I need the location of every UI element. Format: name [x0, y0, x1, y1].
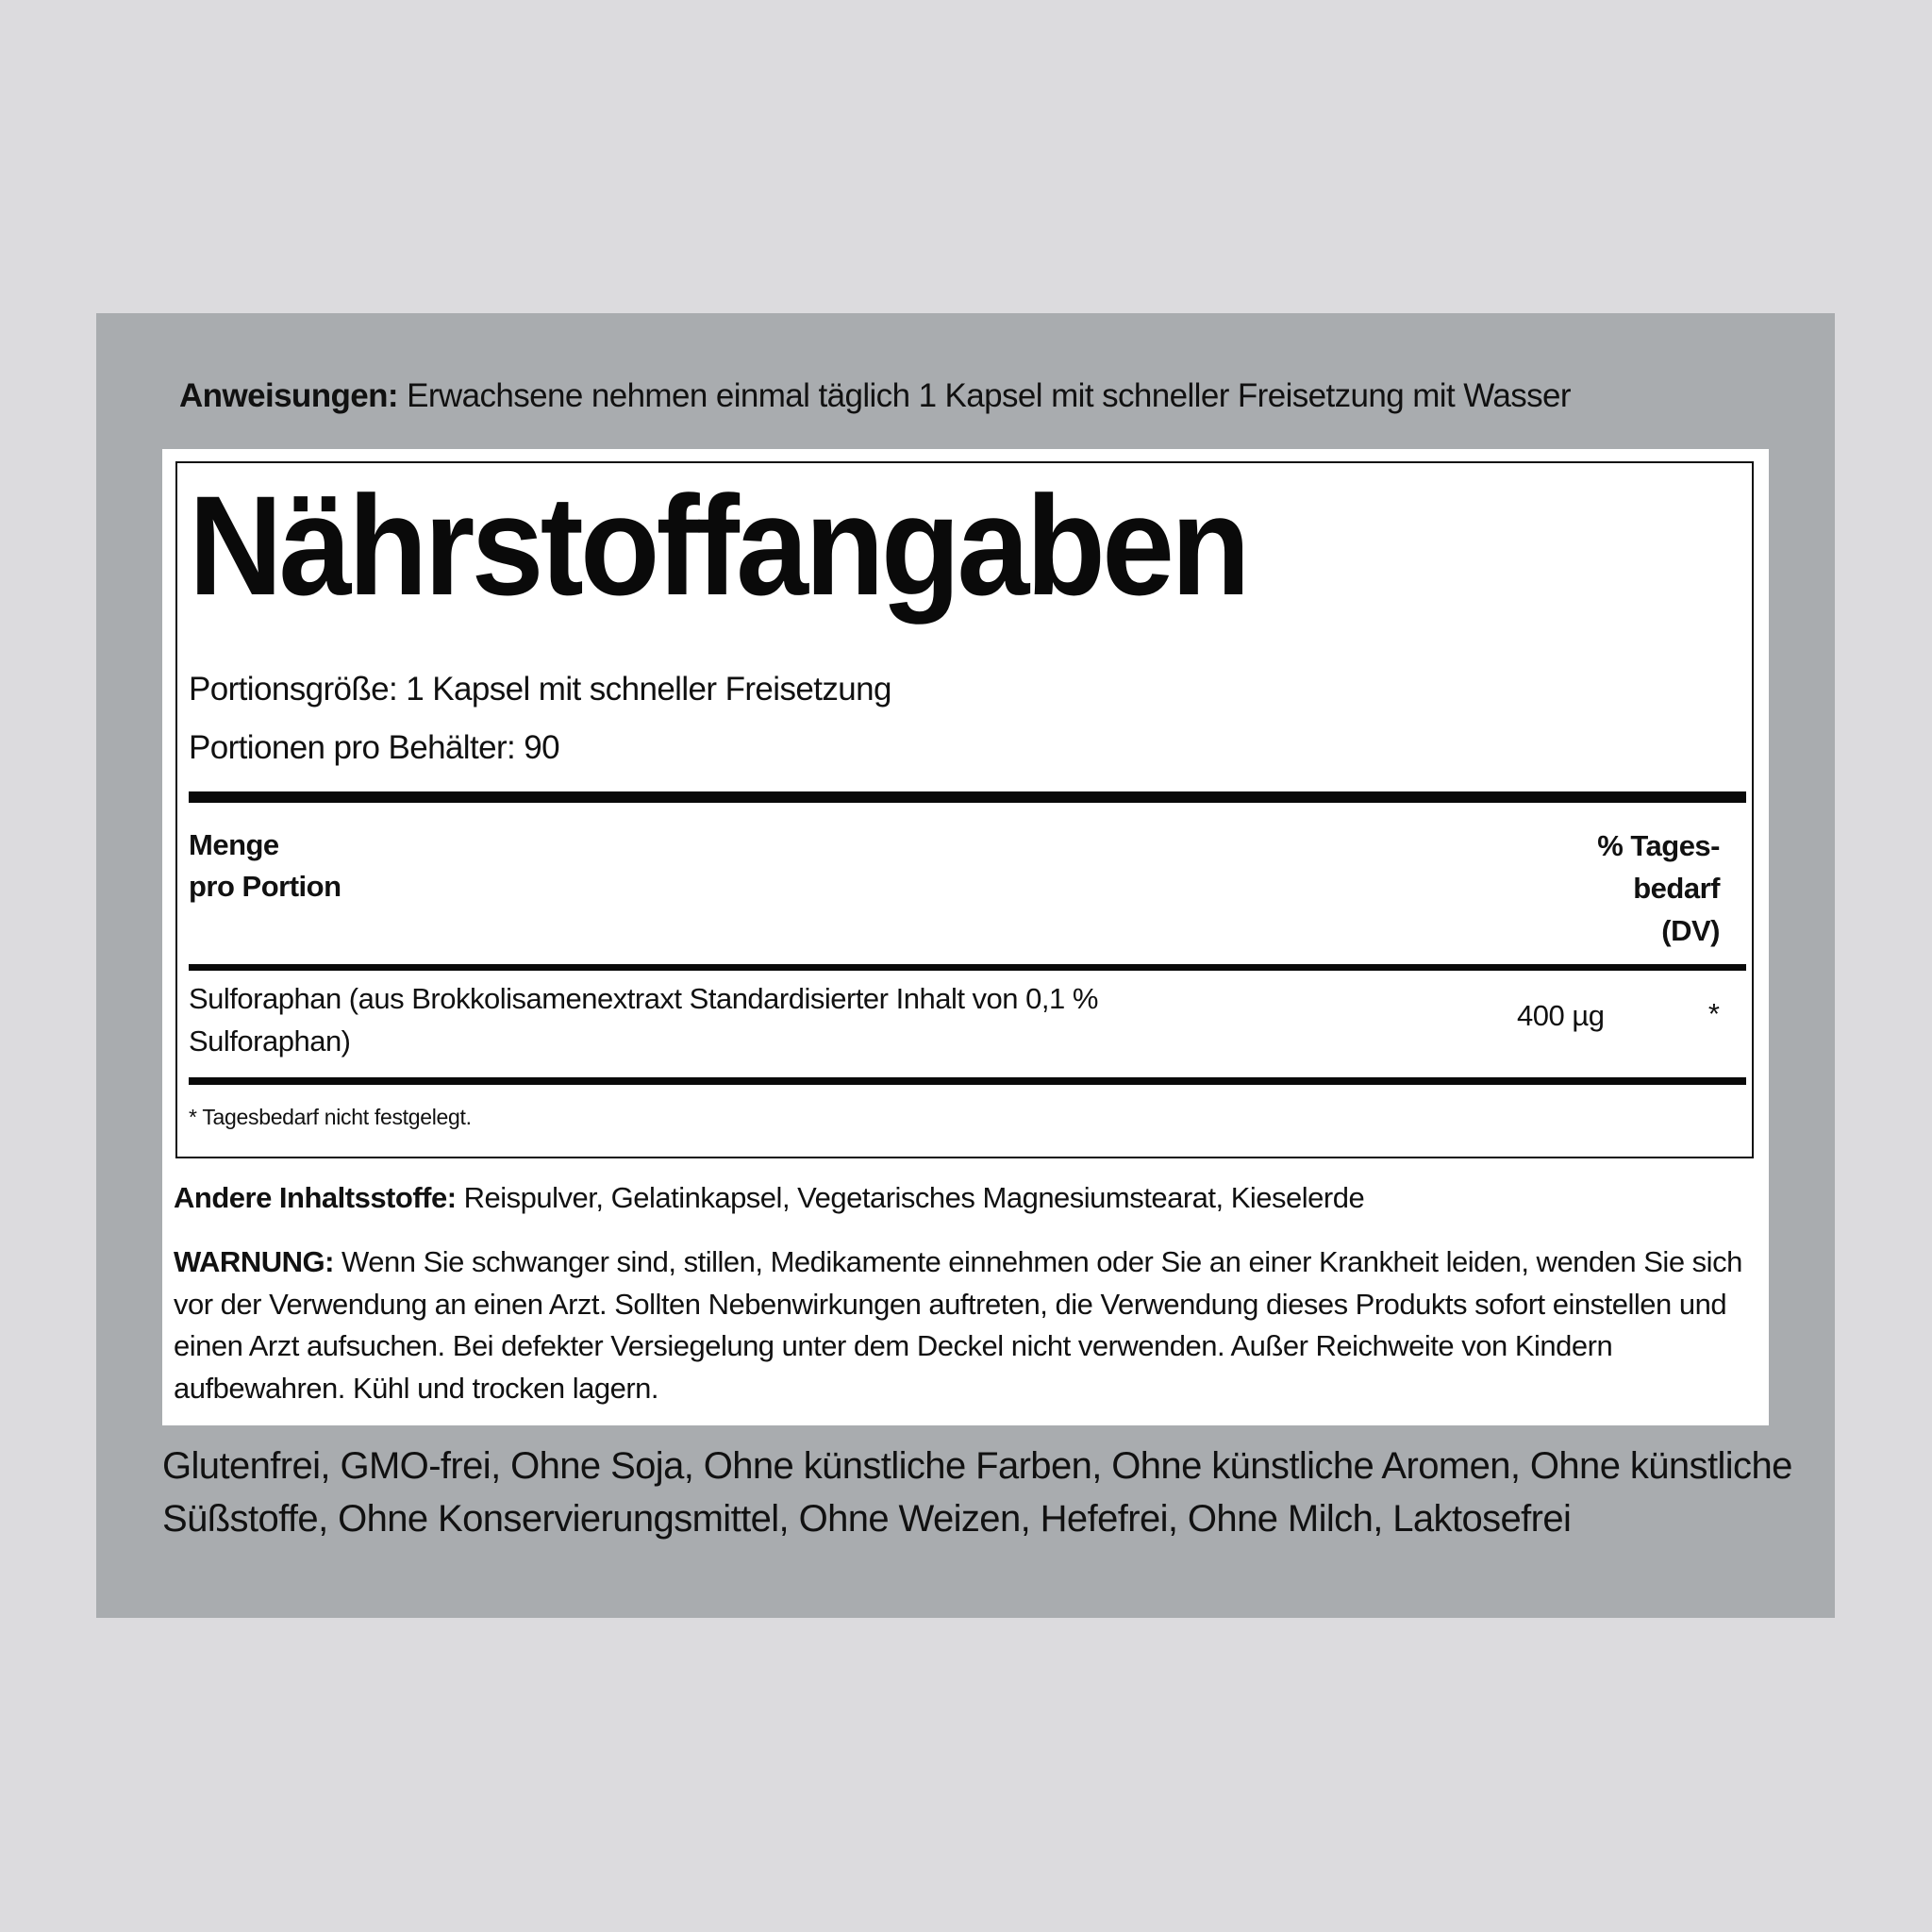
- dv-header-line2: bedarf: [1633, 872, 1720, 905]
- warning: [174, 1241, 1768, 1409]
- directions-text: Erwachsene nehmen einmal täglich 1 Kapsel mit schneller Freisetzung mit Wasser: [397, 377, 1571, 414]
- warning-text: Wenn Sie schwanger sind, stillen, Medikamente einnehmen oder Sie an einer Krankheit leiden, wenden Sie sich vor der Verwendung an einen Arzt. Sollten Nebenwirkungen auftreten, die Verwendung dieses Produkts sofort einstellen und einen Arzt aufsuchen. Bei defekter Versiegelung unter dem Deckel nicht verwenden. Außer Reichweite von Kindern aufbewahren. Kühl und trocken lagern.: [174, 1245, 1742, 1405]
- divider-thick: [189, 791, 1746, 803]
- other-ingredients-text: Reispulver, Gelatinkapsel, Vegetarisches Magnesiumstearat, Kieselerde: [456, 1181, 1365, 1214]
- daily-value-footnote: * Tagesbedarf nicht festgelegt.: [189, 1105, 472, 1129]
- daily-value-header: [1597, 824, 1720, 952]
- serving-size: Portionsgröße: 1 Kapsel mit schneller Freisetzung: [189, 671, 891, 708]
- amount-header-line2: pro Portion: [189, 870, 341, 903]
- amount-header-line1: Menge: [189, 828, 279, 861]
- servings-per-container: Portionen pro Behälter: 90: [189, 729, 560, 766]
- warning-label: WARNUNG:: [174, 1245, 334, 1278]
- directions: [179, 377, 1571, 415]
- other-ingredients-label: Andere Inhaltsstoffe:: [174, 1181, 457, 1214]
- dv-header-line3: (DV): [1661, 914, 1720, 947]
- nutrient-name: [189, 977, 1179, 1062]
- dv-header-line1: % Tages-: [1597, 829, 1720, 862]
- amount-per-serving-header: [189, 824, 341, 908]
- facts-title: Nährstoffangaben: [189, 466, 1247, 625]
- nutrient-name-line2: Sulforaphan): [189, 1024, 351, 1058]
- directions-label: Anweisungen:: [179, 377, 398, 414]
- nutrient-name-line1: Sulforaphan (aus Brokkolisamenextraxt Standardisierter Inhalt von 0,1 %: [189, 982, 1098, 1015]
- divider-medium: [189, 1077, 1746, 1085]
- nutrition-facts-box: [175, 461, 1754, 1158]
- nutrient-amount: 400 µg: [1517, 999, 1605, 1032]
- free-from-claims: Glutenfrei, GMO-frei, Ohne Soja, Ohne künstliche Farben, Ohne künstliche Aromen, Ohne künstliche Süßstoffe, Ohne Konservierungsmittel, Ohne Weizen, Hefefrei, Ohne Milch, Laktosefrei: [162, 1445, 1792, 1540]
- divider-medium: [189, 964, 1746, 971]
- facts-and-warnings-area: [162, 449, 1769, 1425]
- nutrient-daily-value: *: [1707, 997, 1720, 1030]
- supplement-label-panel: [96, 313, 1835, 1618]
- other-ingredients: [174, 1181, 1364, 1215]
